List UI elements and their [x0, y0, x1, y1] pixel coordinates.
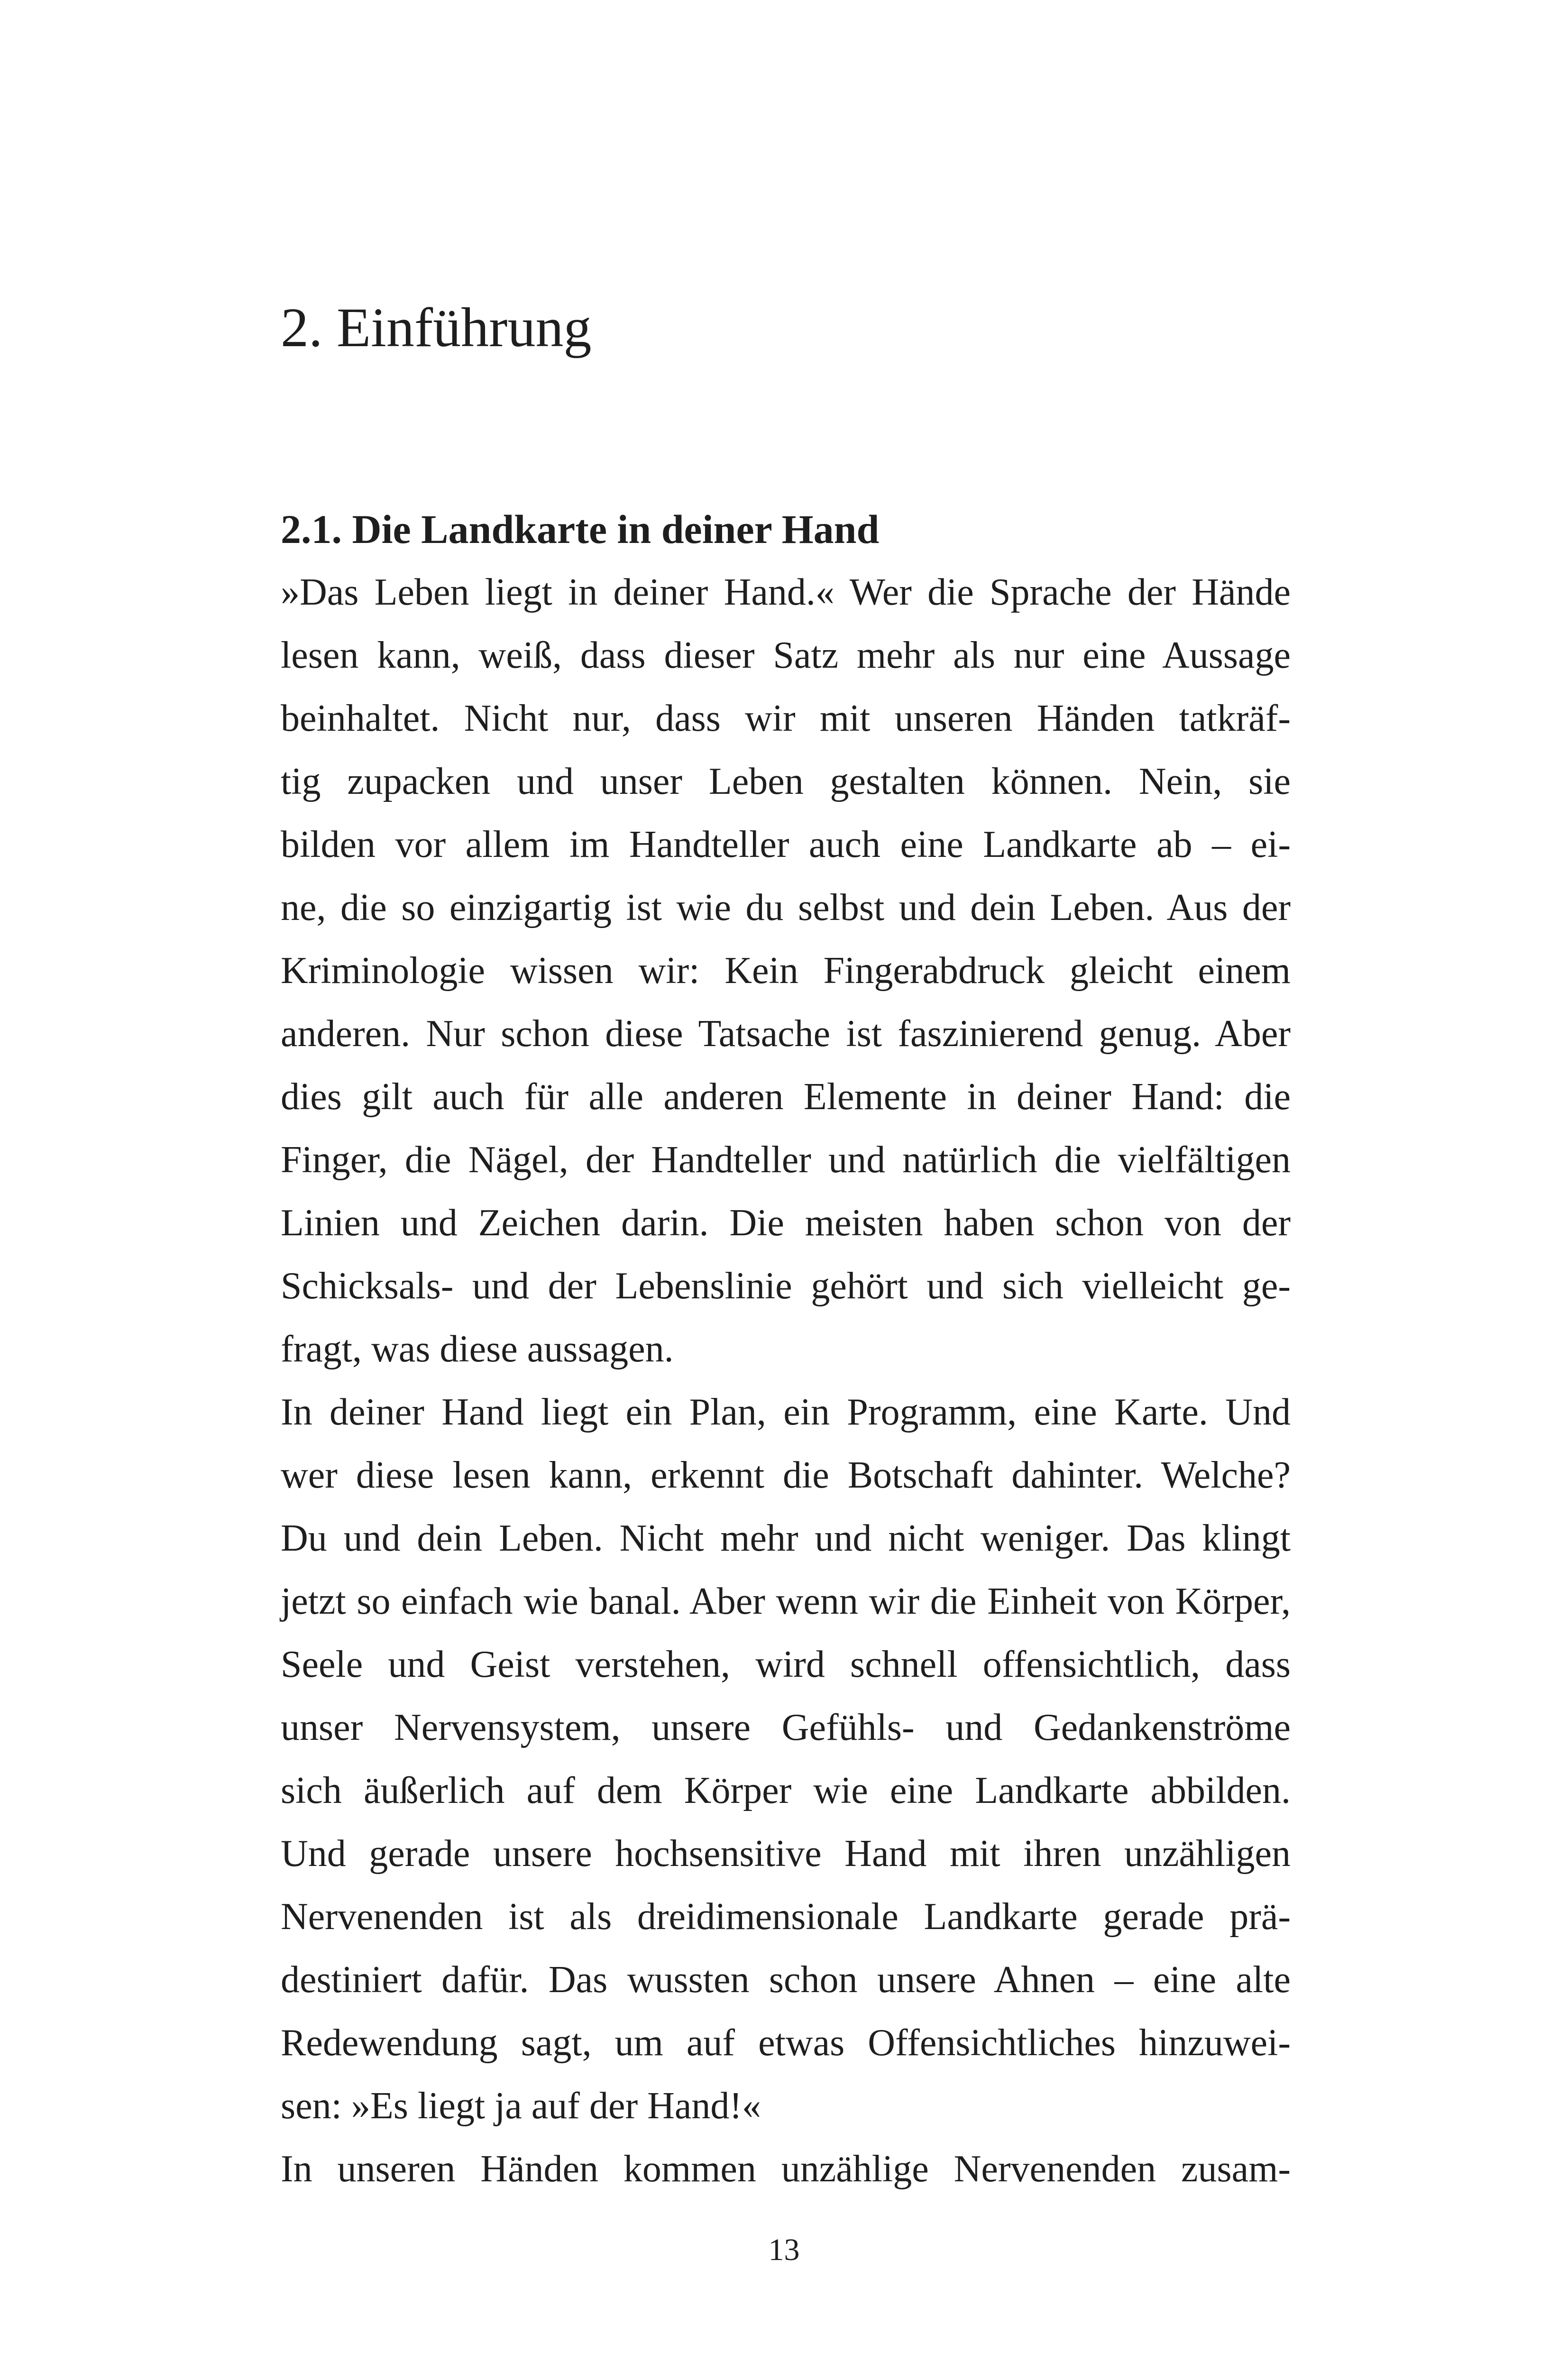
text-line: Nervenenden ist als dreidimensionale Landkarte gerade prä-	[281, 1896, 1291, 1938]
text-line: wer diese lesen kann, erkennt die Botschaft dahinter. Welche?	[281, 1454, 1291, 1496]
section-title: 2.1. Die Landkarte in deiner Hand	[281, 506, 880, 552]
text-line: anderen. Nur schon diese Tatsache ist faszinierend genug. Aber	[281, 1013, 1291, 1055]
chapter-title: 2. Einführung	[281, 296, 592, 358]
text-line: dies gilt auch für alle anderen Elemente in deiner Hand: die	[281, 1076, 1291, 1118]
text-line: Du und dein Leben. Nicht mehr und nicht weniger. Das klingt	[281, 1517, 1291, 1559]
text-line: In unseren Händen kommen unzählige Nervenenden zusam-	[281, 2148, 1291, 2190]
text-line: unser Nervensystem, unsere Gefühls- und Gedankenströme	[281, 1707, 1291, 1748]
text-line: Linien und Zeichen darin. Die meisten haben schon von der	[281, 1202, 1291, 1244]
text-line: tig zupacken und unser Leben gestalten können. Nein, sie	[281, 761, 1291, 802]
text-line: sen: »Es liegt ja auf der Hand!«	[281, 2085, 761, 2127]
text-line: Schicksals- und der Lebenslinie gehört und sich vielleicht ge-	[281, 1265, 1291, 1307]
text-line: lesen kann, weiß, dass dieser Satz mehr als nur eine Aussage	[281, 634, 1291, 676]
text-line: Und gerade unsere hochsensitive Hand mit ihren unzähligen	[281, 1833, 1291, 1875]
text-line: In deiner Hand liegt ein Plan, ein Programm, eine Karte. Und	[281, 1391, 1291, 1433]
text-line: fragt, was diese aussagen.	[281, 1328, 674, 1370]
text-line: ne, die so einzigartig ist wie du selbst und dein Leben. Aus der	[281, 887, 1291, 928]
text-line: Kriminologie wissen wir: Kein Fingerabdruck gleicht einem	[281, 950, 1291, 992]
text-line: sich äußerlich auf dem Körper wie eine Landkarte abbilden.	[281, 1770, 1291, 1811]
text-line: Finger, die Nägel, der Handteller und natürlich die vielfältigen	[281, 1139, 1291, 1181]
text-line: destiniert dafür. Das wussten schon unsere Ahnen – eine alte	[281, 1959, 1291, 2001]
section-body	[281, 498, 1291, 2201]
text-line: Redewendung sagt, um auf etwas Offensichtliches hinzuwei-	[281, 2022, 1291, 2064]
text-line: bilden vor allem im Handteller auch eine Landkarte ab – ei-	[281, 824, 1291, 865]
text-line: Seele und Geist verstehen, wird schnell offensichtlich, dass	[281, 1644, 1291, 1685]
text-line: jetzt so einfach wie banal. Aber wenn wir die Einheit von Körper,	[281, 1581, 1291, 1622]
text-line: »Das Leben liegt in deiner Hand.« Wer die Sprache der Hände	[281, 571, 1291, 613]
text-line: beinhaltet. Nicht nur, dass wir mit unseren Händen tatkräf-	[281, 698, 1291, 739]
page-number: 13	[768, 2233, 800, 2267]
